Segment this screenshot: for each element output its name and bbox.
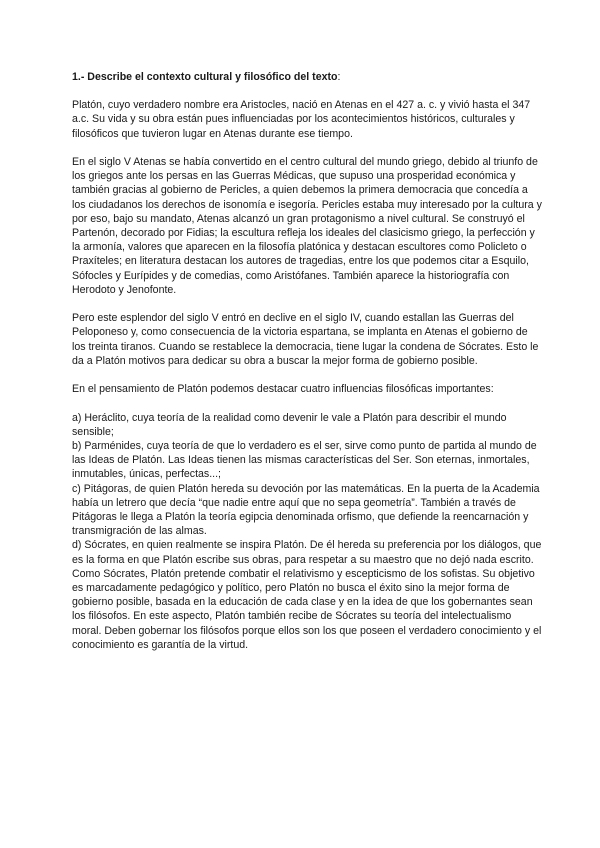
paragraph-influencias-intro: En el pensamiento de Platón podemos destacar cuatro influencias filosóficas importantes: xyxy=(72,383,494,396)
influence-heraclito: a) Heráclito, cuya teoría de la realidad como devenir le vale a Platón para describir el mundo sensible; xyxy=(72,411,507,438)
paragraph-siglo-v: En el siglo V Atenas se había convertido en el centro cultural del mundo griego, debido al triunfo de los griegos ante los persas en las Guerras Médicas, que supuso una prosperidad económica y también gracias al gobierno de Pericles, a quien debemos la primera democracia que concedía a los ciudadanos los derechos de isonomía e isegoría. Pericles estaba muy interesado por la cultura y por eso, bajo su mandato, Atenas alcanzó un gran protagonismo a nivel cultural. Se construyó el Partenón, decorado por Fidias; la escultura refleja los ideales del clasicismo griego, la perfección y la armonía, valores que aparecen en la filosofía platónica y destacan escultores como Policleto o Praxíteles; en literatura destacan los autores de tragedias, entre los que podemos citar a Esquilo, Sófocles y Eurípides y de comedias, como Aristófanes. También aparece la historiografía con Herodoto y Jenofonte. xyxy=(72,156,542,296)
document-page xyxy=(72,70,542,652)
heading-colon: : xyxy=(337,71,341,83)
influence-socrates: d) Sócrates, en quien realmente se inspira Platón. De él hereda su preferencia por los diálogos, que es la forma en que Platón escribe sus obras, para respetar a su maestro que no dejó nada escrito. Como Sócrates, Platón pretende combatir el relativismo y escepticismo de los sofistas. Su objetivo es marcadamente pedagógico y político, pero Platón no busca el éxito sino la mejor forma de gobierno posible, basada en la educación de cada clase y en la idea de que los gobernantes sean los filósofos. En este aspecto, Platón también recibe de Sócrates su teoría del intelectualismo moral. Deben gobernar los filósofos porque ellos son los que poseen el verdadero conocimiento y el conocimiento es garantía de la virtud. xyxy=(72,539,542,651)
paragraph-intro: Platón, cuyo verdadero nombre era Aristocles, nació en Atenas en el 427 a. c. y vivió hasta el 347 a.c. Su vida y su obra están pues influenciadas por los acontecimientos históricos, culturales y filosóficos que tuvieron lugar en Atenas durante ese tiempo. xyxy=(72,99,531,140)
influence-pitagoras: c) Pitágoras, de quien Platón hereda su devoción por las matemáticas. En la puerta de la Academia había un letrero que decía “que nadie entre aquí que no sepa geometría”. También a través de Pitágoras le llega a Platón la teoría egipcia denominada orfismo, que defiende la reencarnación y transmigración de las almas. xyxy=(72,482,540,538)
influence-parmenides: b) Parménides, cuya teoría de que lo verdadero es el ser, sirve como punto de partida al mundo de las Ideas de Platón. Las Ideas tienen las mismas características del Ser. Son eternas, inmortales, inmutables, únicas, perfectas...; xyxy=(72,440,537,481)
influences-list xyxy=(72,411,542,652)
paragraph-declive: Pero este esplendor del siglo V entró en declive en el siglo IV, cuando estallan las Guerras del Peloponeso y, como consecuencia de la victoria espartana, se implanta en Atenas el gobierno de los treinta tiranos. Cuando se restablece la democracia, tiene lugar la condena de Sócrates. Esto le da a Platón motivos para dedicar su obra a buscar la mejor forma de gobierno posible. xyxy=(72,312,539,367)
section-heading xyxy=(72,70,542,84)
heading-text: 1.- Describe el contexto cultural y filosófico del texto xyxy=(72,71,338,83)
